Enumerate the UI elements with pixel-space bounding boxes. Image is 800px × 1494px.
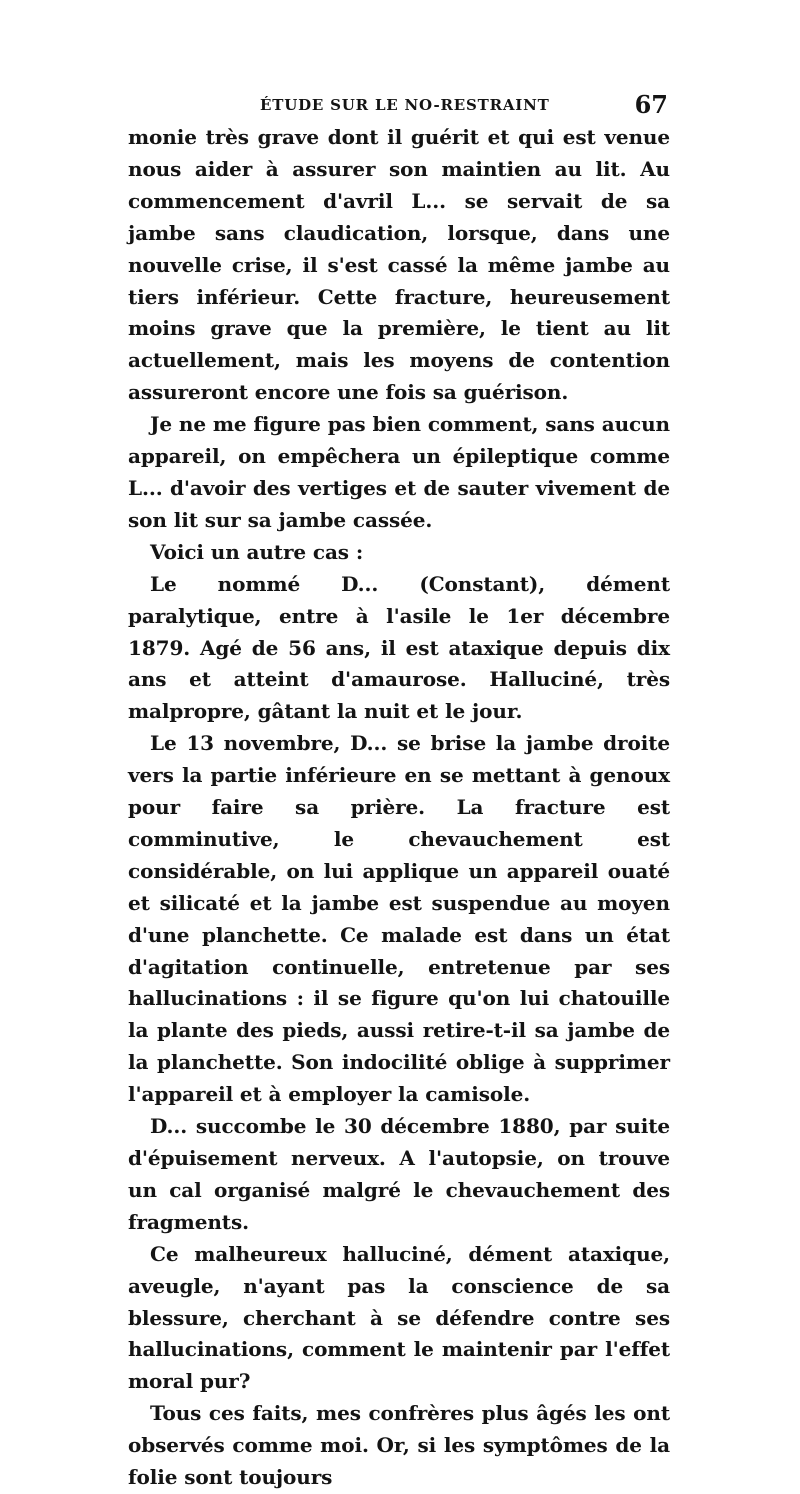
paragraph: Ce malheureux halluciné, dément ataxique, aveugle, n'ayant pas la conscience de sa blessure, cherchant à se défendre contre ses hallucinations, comment le maintenir par l'effet moral pur? xyxy=(128,1241,670,1394)
paragraph-continuation: monie très grave dont il guérit et qui est venue nous aider à assurer son maintien au lit. Au commencement d'avril L... se servait de sa jambe sans claudication, lorsque, dans une nouvelle crise, il s'est cassé la même jambe au tiers inférieur. Cette fracture, heureusement moins grave que la première, le tient au lit actuellement, mais les moyens de contention assureront encore une fois sa guérison. xyxy=(128,125,670,405)
body-text xyxy=(128,122,670,1494)
paragraph: D... succombe le 30 décembre 1880, par suite d'épuisement nerveux. A l'autopsie, on trouve un cal organisé malgré le chevauchement des fragments. xyxy=(128,1114,670,1234)
page-header xyxy=(128,92,670,122)
paragraph: Je ne me figure pas bien comment, sans aucun appareil, on empêchera un épileptique comme L... d'avoir des vertiges et de sauter vivement de son lit sur sa jambe cassée. xyxy=(128,412,670,532)
paragraph: Le nommé D... (Constant), dément paralytique, entre à l'asile le 1er décembre 1879. Agé de 56 ans, il est ataxique depuis dix ans et atteint d'amaurose. Halluciné, très malpropre, gâtant la nuit et le jour. xyxy=(128,571,670,724)
page-number: 67 xyxy=(634,90,668,119)
paragraph: Tous ces faits, mes confrères plus âgés les ont observés comme moi. Or, si les symptômes de la folie sont toujours xyxy=(128,1401,670,1490)
paragraph: Le 13 novembre, D... se brise la jambe droite vers la partie inférieure en se mettant à genoux pour faire sa prière. La fracture est comminutive, le chevauchement est considérable, on lui applique un appareil ouaté et silicaté et la jambe est suspendue au moyen d'une planchette. Ce malade est dans un état d'agitation continuelle, entretenue par ses hallucinations : il se figure qu'on lui chatouille la plante des pieds, aussi retire-t-il sa jambe de la planchette. Son indocilité oblige à supprimer l'appareil et à employer la camisole. xyxy=(128,731,670,1107)
paragraph: Voici un autre cas : xyxy=(150,539,364,564)
running-title: ÉTUDE SUR LE NO-RESTRAINT xyxy=(260,96,550,114)
